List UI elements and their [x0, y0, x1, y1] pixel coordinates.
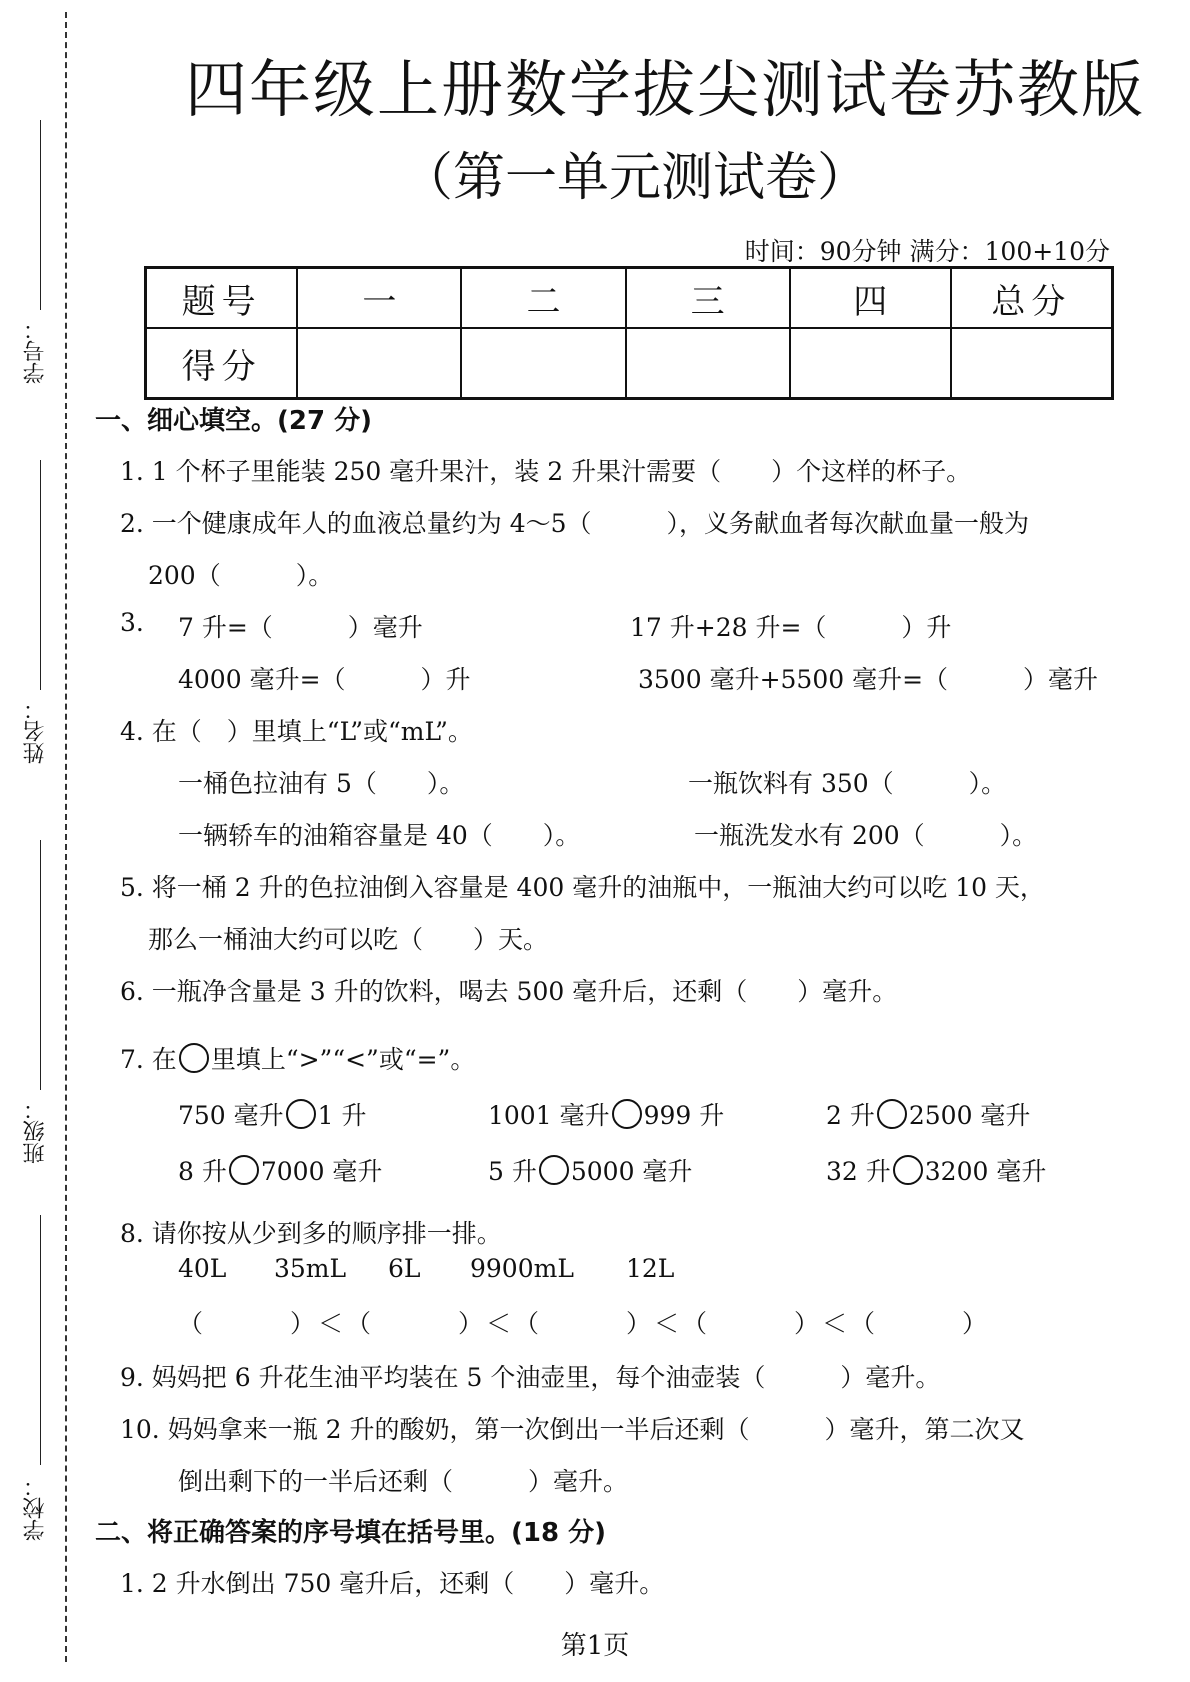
score-header-cell: 总分	[951, 268, 1113, 329]
score-header-cell: 一	[297, 268, 461, 329]
class-label: 班级：	[23, 1098, 48, 1164]
question-4: 4. 在（ ）里填上“L”或“mL”。	[120, 717, 473, 746]
name-line	[40, 460, 41, 690]
score-table	[144, 266, 1114, 400]
page-number: 第1页	[560, 1631, 630, 1661]
compare-item	[826, 1096, 1030, 1132]
score-cell[interactable]	[951, 328, 1113, 399]
question-6: 6. 一瓶净含量是 3 升的饮料，喝去 500 毫升后，还剩（ ）毫升。	[120, 977, 898, 1006]
page-title: 四年级上册数学拔尖测试卷苏教版	[184, 53, 1145, 126]
order-blanks: （ ）＜（ ）＜（ ）＜（ ）＜（ ）	[178, 1309, 991, 1338]
compare-left: 1001 毫升	[488, 1101, 610, 1130]
compare-circle[interactable]	[229, 1155, 259, 1185]
compare-item	[488, 1152, 692, 1188]
compare-right: 7000 毫升	[260, 1157, 383, 1186]
question-10-line-1: 10. 妈妈拿来一瓶 2 升的酸奶，第一次倒出一半后还剩（ ）毫升，第二次又	[120, 1415, 1025, 1444]
score-header-cell: 四	[790, 268, 951, 329]
compare-left: 750 毫升	[178, 1101, 284, 1130]
page-subtitle: （第一单元测试卷）	[400, 148, 869, 208]
section-1-heading: 一、细心填空。(27 分)	[95, 406, 372, 436]
circle-icon	[179, 1043, 209, 1073]
question-3-number: 3.	[120, 608, 144, 637]
question-3a: 7 升=（ ）毫升	[178, 613, 423, 642]
compare-circle[interactable]	[539, 1155, 569, 1185]
school-line	[40, 1215, 41, 1465]
school-label: 学校：	[23, 1475, 48, 1541]
compare-right: 999 升	[643, 1101, 725, 1130]
question-8: 8. 请你按从少到多的顺序排一排。	[120, 1219, 502, 1248]
score-cell[interactable]	[461, 328, 625, 399]
question-7-suffix: 里填上“>”“<”或“=”。	[210, 1045, 476, 1074]
compare-left: 5 升	[488, 1157, 537, 1186]
question-2-line-1: 2. 一个健康成年人的血液总量约为 4～5（ ），义务献血者每次献血量一般为	[120, 509, 1030, 538]
compare-right: 3200 毫升	[924, 1157, 1047, 1186]
question-4d: 一瓶洗发水有 200（ ）。	[694, 821, 1038, 850]
compare-item	[178, 1096, 367, 1132]
question-7-prefix: 7. 在	[120, 1045, 177, 1074]
score-header-cell: 二	[461, 268, 625, 329]
question-3b: 17 升+28 升=（ ）升	[630, 613, 952, 642]
class-line	[40, 840, 41, 1090]
compare-circle[interactable]	[286, 1099, 316, 1129]
compare-right: 2500 毫升	[908, 1101, 1031, 1130]
question-4c: 一辆轿车的油箱容量是 40（ ）。	[178, 821, 581, 850]
time-info: 时间：90分钟 满分：100+10分	[744, 237, 1110, 266]
order-item: 9900mL	[470, 1254, 574, 1283]
question-5-line-2: 那么一桶油大约可以吃（ ）天。	[148, 925, 549, 954]
question-10-line-2: 倒出剩下的一半后还剩（ ）毫升。	[178, 1467, 629, 1496]
score-header-cell: 题号	[146, 268, 298, 329]
compare-item	[826, 1152, 1046, 1188]
score-cell[interactable]	[790, 328, 951, 399]
question-4b: 一瓶饮料有 350（ ）。	[688, 769, 1007, 798]
order-item: 40L	[178, 1254, 227, 1283]
order-item: 35mL	[274, 1254, 347, 1283]
question-2-line-2: 200（ ）。	[148, 561, 334, 590]
compare-item	[488, 1096, 724, 1132]
section-2-question-1: 1. 2 升水倒出 750 毫升后，还剩（ ）毫升。	[120, 1569, 665, 1598]
question-7	[120, 1040, 475, 1076]
order-item: 12L	[626, 1254, 675, 1283]
question-3d: 3500 毫升+5500 毫升=（ ）毫升	[638, 665, 1099, 694]
question-9: 9. 妈妈把 6 升花生油平均装在 5 个油壶里，每个油壶装（ ）毫升。	[120, 1363, 941, 1392]
compare-item	[178, 1152, 382, 1188]
score-cell[interactable]	[626, 328, 790, 399]
binding-dashed-line	[65, 12, 67, 1662]
question-1: 1. 1 个杯子里能装 250 毫升果汁，装 2 升果汁需要（ ）个这样的杯子。	[120, 457, 972, 486]
question-3c: 4000 毫升=（ ）升	[178, 665, 471, 694]
question-5-line-1: 5. 将一桶 2 升的色拉油倒入容量是 400 毫升的油瓶中，一瓶油大约可以吃 10 天，	[120, 873, 1045, 902]
compare-right: 5000 毫升	[570, 1157, 693, 1186]
score-header-cell: 三	[626, 268, 790, 329]
score-cell[interactable]	[297, 328, 461, 399]
score-row-label: 得分	[146, 328, 298, 399]
compare-circle[interactable]	[877, 1099, 907, 1129]
question-4a: 一桶色拉油有 5（ ）。	[178, 769, 465, 798]
order-item: 6L	[388, 1254, 421, 1283]
compare-left: 2 升	[826, 1101, 875, 1130]
compare-left: 32 升	[826, 1157, 891, 1186]
compare-circle[interactable]	[612, 1099, 642, 1129]
compare-right: 1 升	[317, 1101, 367, 1130]
compare-circle[interactable]	[893, 1155, 923, 1185]
student-no-label: 学号：	[23, 318, 48, 384]
name-label: 姓名：	[23, 698, 48, 764]
compare-left: 8 升	[178, 1157, 227, 1186]
section-2-heading: 二、将正确答案的序号填在括号里。(18 分)	[95, 1518, 606, 1548]
